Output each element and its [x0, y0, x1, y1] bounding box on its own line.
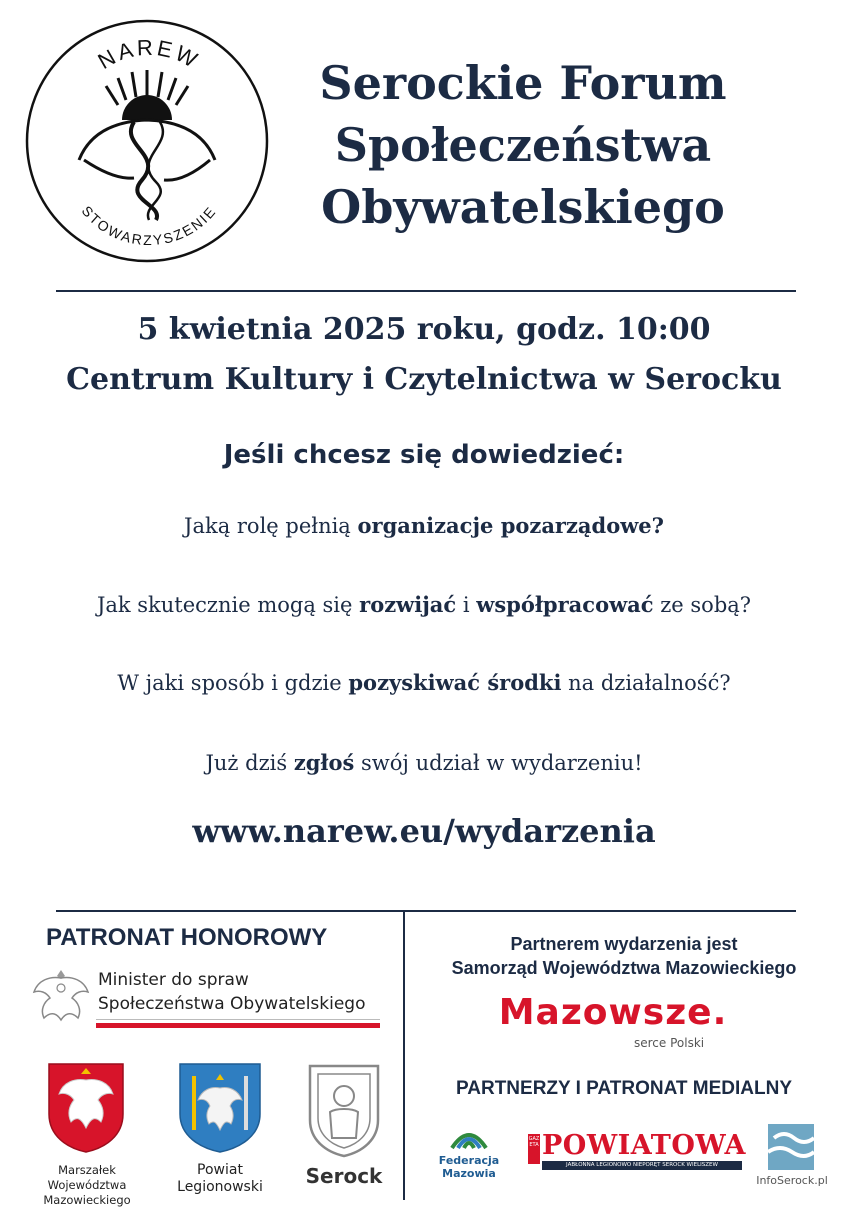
flag-bar-red — [96, 1023, 380, 1028]
powiat-legionowski-coat-of-arms-icon — [178, 1062, 262, 1154]
event-place: Centrum Kultury i Czytelnictwa w Serocku — [66, 362, 782, 397]
mazowsze-logo-text: Mazowsze. — [498, 992, 728, 1033]
marszalek-label — [8, 1163, 166, 1208]
q4-bold: zgłoś — [293, 750, 355, 775]
intro-heading: Jeśli chcesz się dowiedzieć: — [223, 440, 625, 470]
partner-line-1: Partnerem wydarzenia jest — [510, 934, 738, 954]
divider-top — [56, 290, 796, 292]
marszalek-line-2: Województwa Mazowieckiego — [43, 1178, 131, 1207]
title-line-1: Serockie Forum — [319, 56, 727, 110]
serock-emblem-icon — [306, 1062, 382, 1158]
q4-text-c: swój udział w wydarzeniu! — [354, 751, 643, 775]
question-4 — [0, 750, 848, 775]
minister-line-1: Minister do spraw — [98, 970, 249, 990]
footer-vertical-divider — [403, 912, 405, 1200]
patronat-title: PATRONAT HONOROWY — [46, 924, 328, 951]
logo-bottom-text: STOWARZYSZENIE — [78, 202, 220, 249]
event-url[interactable]: www.narew.eu/wydarzenia — [192, 812, 656, 850]
mazowsze-subtitle: serce Polski — [634, 1036, 705, 1050]
serock-label: Serock — [305, 1164, 383, 1188]
infoserock-icon — [768, 1124, 814, 1170]
q3-text-c: na działalność? — [561, 671, 731, 695]
divider-bottom — [56, 910, 796, 912]
question-1 — [0, 513, 848, 538]
federacja-mazowia-icon — [448, 1118, 490, 1152]
q3-bold: pozyskiwać środki — [348, 670, 562, 695]
q2-text-a: Jak skutecznie mogą się — [96, 593, 360, 617]
federacja-label — [430, 1154, 508, 1180]
q2-bold-d: współpracować — [476, 592, 654, 617]
infoserock-label: InfoSerock.pl — [756, 1174, 828, 1187]
q1-bold: organizacje pozarządowe? — [357, 513, 664, 538]
q3-text-a: W jaki sposób i gdzie — [117, 671, 349, 695]
q2-text-c: i — [456, 593, 477, 617]
logo-top-text: NAREW — [93, 34, 205, 74]
flag-bar-white — [96, 1019, 380, 1022]
minister-line-2: Społeczeństwa Obywatelskiego — [98, 994, 366, 1014]
powiat-line-1: Powiat — [197, 1162, 243, 1178]
white-eagle-icon — [30, 962, 92, 1028]
q2-bold-a: rozwijać — [359, 592, 457, 617]
title-line-2: Społeczeństwa — [334, 118, 712, 172]
event-date: 5 kwietnia 2025 roku, godz. 10:00 — [137, 312, 711, 347]
partner-line-2: Samorząd Województwa Mazowieckiego — [451, 958, 797, 978]
powiat-label — [168, 1162, 272, 1196]
powiatowa-subtitle: JABŁONNA LEGIONOWO NIEPORĘT SEROCK WIELISZEW — [542, 1161, 742, 1170]
q4-text-a: Już dziś — [205, 751, 294, 775]
mazowieckie-coat-of-arms-icon — [47, 1062, 125, 1154]
powiatowa-logo-text: POWIATOWA — [542, 1130, 746, 1161]
minister-label — [98, 968, 366, 1016]
partner-label — [406, 932, 842, 980]
media-partners-title: PARTNERZY I PATRONAT MEDIALNY — [455, 1078, 793, 1099]
question-2 — [0, 592, 848, 617]
marszalek-line-1: Marszałek — [58, 1163, 116, 1177]
gazeta-small-label: GAZETA — [528, 1136, 540, 1148]
title-line-3: Obywatelskiego — [321, 180, 725, 234]
powiat-line-2: Legionowski — [177, 1179, 263, 1195]
federacja-line-1: Federacja — [438, 1154, 500, 1167]
q2-text-e: ze sobą? — [653, 593, 752, 617]
page-title — [288, 52, 758, 238]
federacja-line-2: Mazowia — [442, 1167, 496, 1180]
narew-logo — [24, 10, 270, 272]
question-3 — [0, 670, 848, 695]
q1-text: Jaką rolę pełnią — [184, 514, 358, 538]
